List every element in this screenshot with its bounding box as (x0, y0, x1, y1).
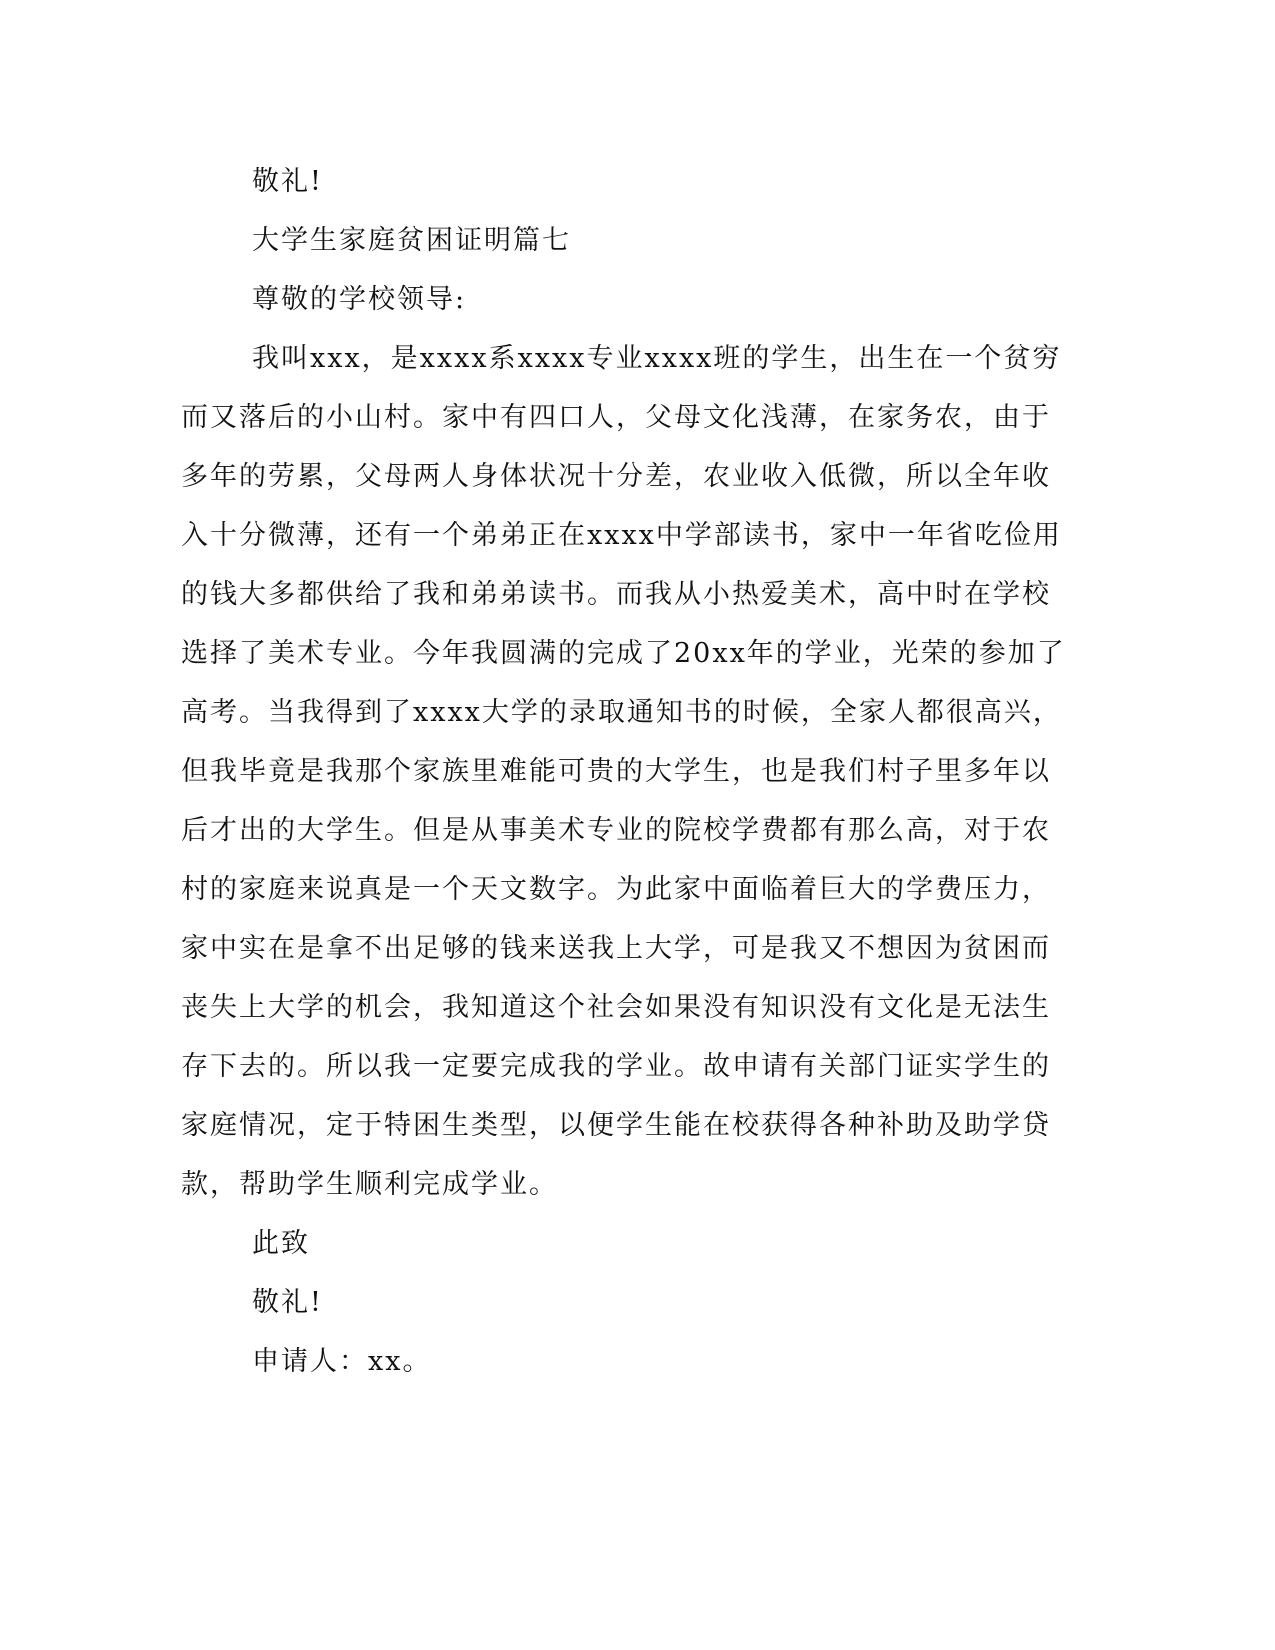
body-line-2: 而又落后的小山村。家中有四口人，父母文化浅薄，在家务农，由于 (181, 402, 1051, 433)
body-line-3: 多年的劳累，父母两人身体状况十分差，农业收入低微，所以全年收 (181, 461, 1051, 492)
body-line-15: 款，帮助学生顺利完成学业。 (181, 1169, 558, 1200)
body-line-1: 我叫xxx，是xxxx系xxxx专业xxxx班的学生，出生在一个贫穷 (252, 343, 1062, 374)
signature: 申请人：xx。 (252, 1346, 432, 1377)
body-line-8: 但我毕竟是我那个家族里难能可贵的大学生，也是我们村子里多年以 (181, 756, 1051, 787)
body-line-6: 选择了美术专业。今年我圆满的完成了20xx年的学业，光荣的参加了 (181, 638, 1066, 669)
closing-1: 此致 (252, 1228, 310, 1259)
body-line-12: 丧失上大学的机会，我知道这个社会如果没有知识没有文化是无法生 (181, 992, 1051, 1023)
body-line-9: 后才出的大学生。但是从事美术专业的院校学费都有那么高，对于农 (181, 815, 1051, 846)
closing-top: 敬礼! (252, 166, 323, 197)
salutation: 尊敬的学校领导: (252, 284, 467, 315)
body-line-14: 家庭情况，定于特困生类型，以便学生能在校获得各种补助及助学贷 (181, 1110, 1051, 1141)
body-line-5: 的钱大多都供给了我和弟弟读书。而我从小热爱美术，高中时在学校 (181, 579, 1051, 610)
closing-2: 敬礼! (252, 1287, 323, 1318)
body-line-4: 入十分微薄，还有一个弟弟正在xxxx中学部读书，家中一年省吃俭用 (181, 520, 1062, 551)
body-line-10: 村的家庭来说真是一个天文数字。为此家中面临着巨大的学费压力， (181, 874, 1051, 905)
section-title: 大学生家庭贫困证明篇七 (252, 225, 571, 256)
body-line-7: 高考。当我得到了xxxx大学的录取通知书的时候，全家人都很高兴， (181, 697, 1062, 728)
body-line-11: 家中实在是拿不出足够的钱来送我上大学，可是我又不想因为贫困而 (181, 933, 1051, 964)
body-line-13: 存下去的。所以我一定要完成我的学业。故申请有关部门证实学生的 (181, 1051, 1051, 1082)
